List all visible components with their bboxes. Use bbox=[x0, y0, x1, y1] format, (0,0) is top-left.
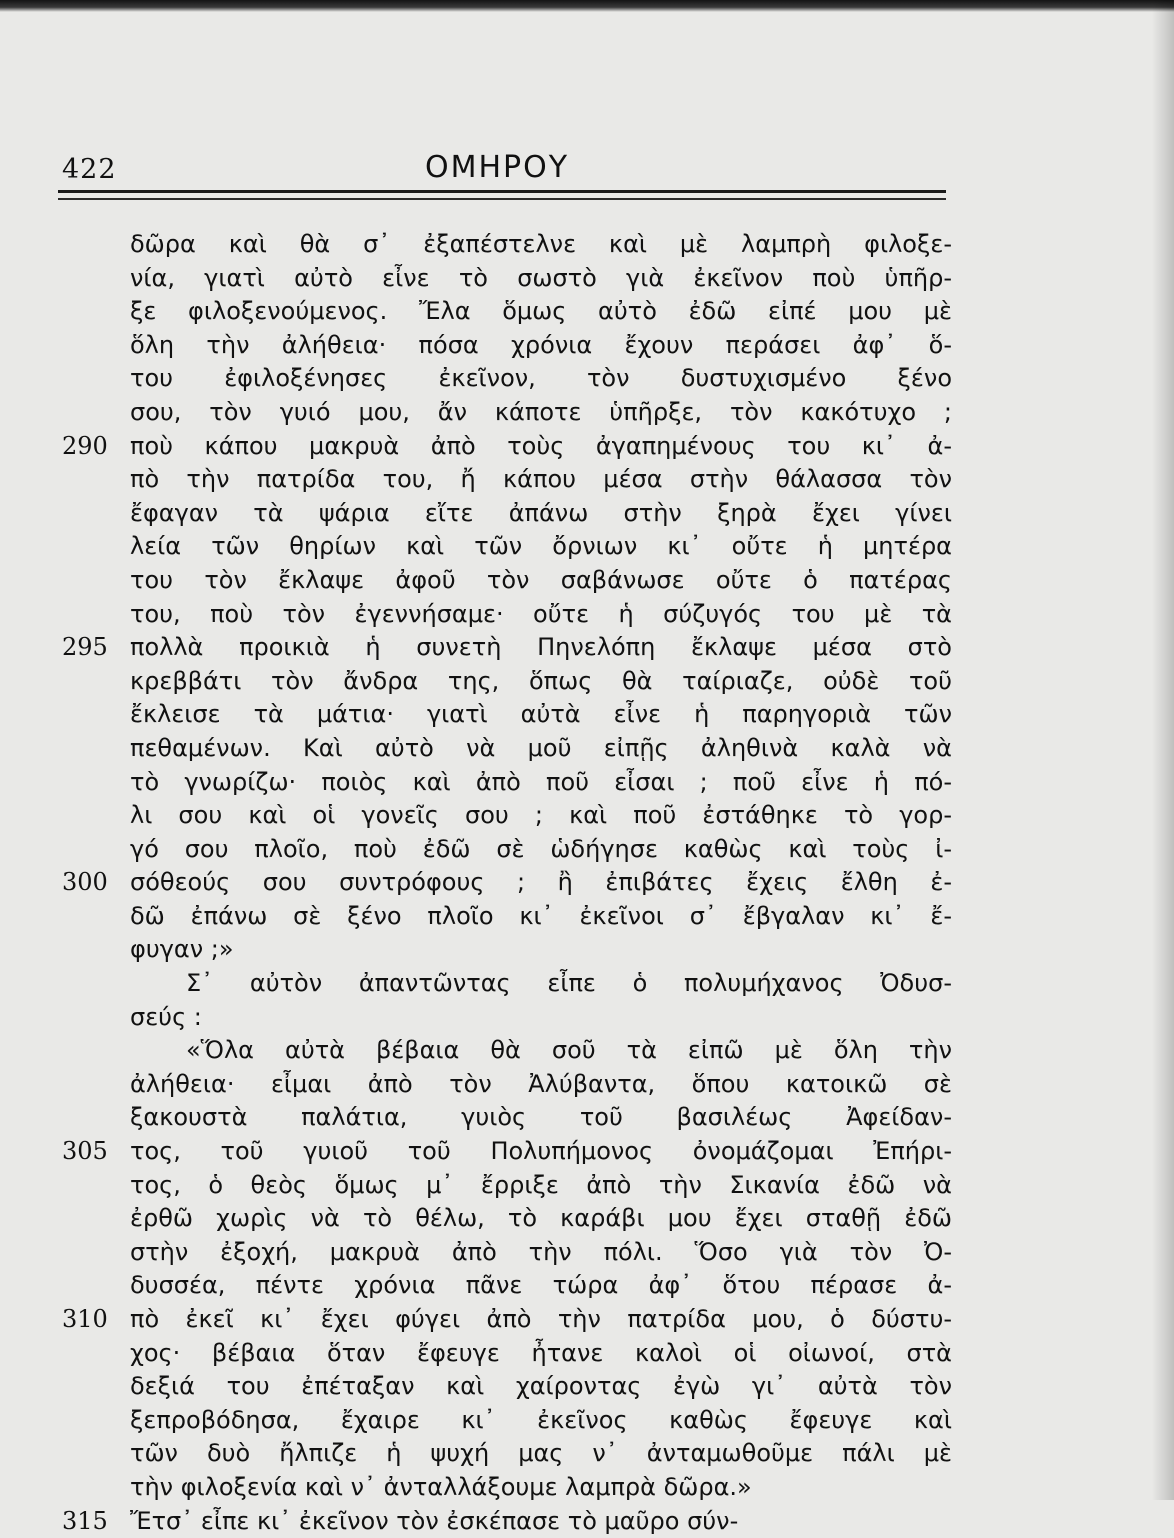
text-line: του ἐφιλοξένησες ἐκεῖνον, τὸν δυστυχισμένο ξένο bbox=[130, 364, 952, 393]
text-line: ξακουστὰ παλάτια, γυιὸς τοῦ βασιλέως Ἀφείδαν- bbox=[130, 1103, 952, 1132]
text-line: τος, ὁ θεὸς ὅμως μ᾽ ἔρριξε ἀπὸ τὴν Σικανία ἐδῶ νὰ bbox=[130, 1170, 952, 1199]
text-line: χος· βέβαια ὅταν ἔφευγε ἦτανε καλοὶ οἱ οἰωνοί, στὰ bbox=[130, 1338, 952, 1367]
text-line: δυσσέα, πέντε χρόνια πᾶνε τώρα ἀφ᾽ ὅτου πέρασε ἀ- bbox=[130, 1271, 952, 1300]
text-line: Σ᾽ αὐτὸν ἀπαντῶντας εἶπε ὁ πολυμήχανος Ὀδυσ- bbox=[186, 969, 952, 998]
text-line: ἔκλεισε τὰ μάτια· γιατὶ αὐτὰ εἶνε ἡ παρηγοριὰ τῶν bbox=[130, 700, 952, 729]
page-edge-shadow bbox=[1152, 0, 1174, 1500]
text-line: Ἔτσ᾽ εἶπε κι᾽ ἐκεῖνον τὸν ἐσκέπασε τὸ μαῦρο σύν- bbox=[130, 1506, 739, 1535]
page-body-text bbox=[130, 228, 952, 1538]
text-line: τῶν δυὸ ἤλπιζε ἡ ψυχή μας ν᾽ ἀνταμωθοῦμε πάλι μὲ bbox=[130, 1439, 952, 1468]
text-line: του, ποὺ τὸν ἐγεννήσαμε· οὔτε ἡ σύζυγός του μὲ τὰ bbox=[130, 599, 952, 628]
verse-line-number: 305 bbox=[62, 1137, 108, 1166]
text-line: λεία τῶν θηρίων καὶ τῶν ὄρνιων κι᾽ οὔτε ἡ μητέρα bbox=[130, 532, 952, 561]
text-line: του τὸν ἔκλαψε ἀφοῦ τὸν σαβάνωσε οὔτε ὁ πατέρας bbox=[130, 565, 952, 594]
text-line: πεθαμένων. Καὶ αὐτὸ νὰ μοῦ εἰπῇς ἀληθινὰ καλὰ νὰ bbox=[130, 733, 952, 762]
verse-line-number: 290 bbox=[62, 431, 108, 460]
text-line: φυγαν ;» bbox=[130, 935, 234, 964]
running-head: ΟΜΗΡΟΥ bbox=[425, 150, 570, 185]
verse-line-number: 300 bbox=[62, 868, 108, 897]
text-line: νία, γιατὶ αὐτὸ εἶνε τὸ σωστὸ γιὰ ἐκεῖνον ποὺ ὑπῆρ- bbox=[130, 263, 952, 292]
text-line: δεξιά του ἐπέταξαν καὶ χαίροντας ἐγὼ γι᾽ αὐτὰ τὸν bbox=[130, 1372, 952, 1401]
text-line: ξεπροβόδησα, ἔχαιρε κι᾽ ἐκεῖνος καθὼς ἔφευγε καὶ bbox=[130, 1405, 952, 1434]
verse-line-number: 310 bbox=[62, 1305, 108, 1334]
text-line: δῶρα καὶ θὰ σ᾽ ἐξαπέστελνε καὶ μὲ λαμπρὴ φιλοξε- bbox=[130, 230, 952, 258]
text-line: ὅλη τὴν ἀλήθεια· πόσα χρόνια ἔχουν περάσει ἀφ᾽ ὅ- bbox=[130, 330, 952, 359]
header-rule bbox=[58, 198, 946, 200]
text-line: τος, τοῦ γυιοῦ τοῦ Πολυπήμονος ὀνομάζομαι Ἐπήρι- bbox=[130, 1137, 952, 1166]
text-line: στὴν ἐξοχή, μακρυὰ ἀπὸ τὴν πόλι. Ὅσο γιὰ τὸν Ὀ- bbox=[130, 1237, 952, 1266]
verse-line-number: 315 bbox=[62, 1506, 108, 1535]
text-line: πολλὰ προικιὰ ἡ συνετὴ Πηνελόπη ἔκλαψε μέσα στὸ bbox=[130, 633, 952, 662]
text-line: λι σου καὶ οἱ γονεῖς σου ; καὶ ποῦ ἐστάθηκε τὸ γορ- bbox=[130, 801, 952, 830]
text-line: ἐρθῶ χωρὶς νὰ τὸ θέλω, τὸ καράβι μου ἔχει σταθῇ ἐδῶ bbox=[130, 1204, 952, 1233]
text-line: σόθεούς σου συντρόφους ; ἢ ἐπιβάτες ἔχεις ἔλθη ἐ- bbox=[130, 868, 952, 897]
text-line: ἀλήθεια· εἶμαι ἀπὸ τὸν Ἀλύβαντα, ὅπου κατοικῶ σὲ bbox=[130, 1069, 952, 1098]
text-line: πὸ τὴν πατρίδα του, ἤ κάπου μέσα στὴν θάλασσα τὸν bbox=[130, 465, 952, 494]
page-top-edge bbox=[0, 0, 1174, 12]
text-line: πὸ ἐκεῖ κι᾽ ἔχει φύγει ἀπὸ τὴν πατρίδα μου, ὁ δύστυ- bbox=[130, 1305, 952, 1333]
text-line: ποὺ κάπου μακρυὰ ἀπὸ τοὺς ἀγαπημένους του κι᾽ ἀ- bbox=[130, 431, 952, 460]
header-rule bbox=[58, 190, 946, 193]
text-line: σεύς : bbox=[130, 1002, 202, 1031]
text-line: δῶ ἐπάνω σὲ ξένο πλοῖο κι᾽ ἐκεῖνοι σ᾽ ἔβγαλαν κι᾽ ἔ- bbox=[130, 901, 952, 930]
text-line: σου, τὸν γυιό μου, ἄν κάποτε ὑπῆρξε, τὸν κακότυχο ; bbox=[130, 397, 952, 426]
text-line: κρεββάτι τὸν ἄνδρα της, ὅπως θὰ ταίριαζε, οὐδὲ τοῦ bbox=[130, 666, 952, 695]
text-line: τὴν φιλοξενία καὶ ν᾽ ἀνταλλάξουμε λαμπρὰ δῶρα.» bbox=[130, 1472, 752, 1501]
verse-line-number: 295 bbox=[62, 633, 108, 662]
text-line: γό σου πλοῖο, ποὺ ἐδῶ σὲ ὡδήγησε καθὼς καὶ τοὺς ἰ- bbox=[130, 834, 952, 863]
page-number: 422 bbox=[62, 154, 117, 185]
text-line: τὸ γνωρίζω· ποιὸς καὶ ἀπὸ ποῦ εἶσαι ; ποῦ εἶνε ἡ πό- bbox=[130, 767, 952, 796]
text-line: «Ὅλα αὐτὰ βέβαια θὰ σοῦ τὰ εἰπῶ μὲ ὅλη τὴν bbox=[186, 1036, 952, 1065]
text-line: ξε φιλοξενούμενος. Ἔλα ὅμως αὐτὸ ἐδῶ εἰπέ μου μὲ bbox=[130, 297, 952, 326]
text-line: ἔφαγαν τὰ ψάρια εἴτε ἀπάνω στὴν ξηρὰ ἔχει γίνει bbox=[130, 498, 952, 527]
